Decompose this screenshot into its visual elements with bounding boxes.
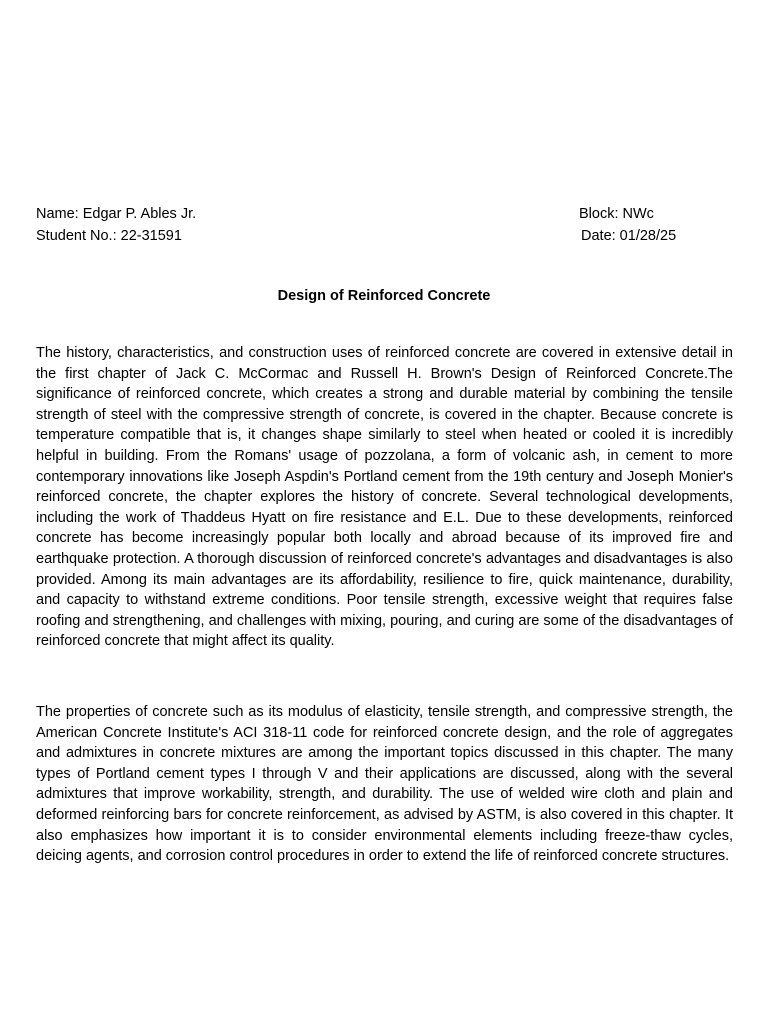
paragraph: The history, characteristics, and construction uses of reinforced concrete are covered in extensive detail in the first chapter of Jack C. McCormac and Russell H. Brown's Design of Reinforced Concrete.The significance of reinforced concrete, which creates a strong and durable material by combining the tensile strength of steel with the compressive strength of concrete, is covered in the chapter. Because concrete is temperature compatible that is, it changes shape similarly to steel when heated or cooled it is incredibly helpful in building. From the Romans' usage of pozzolana, a form of volcanic ash, in cement to more contemporary innovations like Joseph Aspdin's Portland cement from the 19th century and Joseph Monier's reinforced concrete, the chapter explores the history of concrete. Several technological developments, including the work of Thaddeus Hyatt on fire resistance and E.L. Due to these developments, reinforced concrete has become increasingly popular both locally and abroad because of its improved fire and earthquake protection. A thorough discussion of reinforced concrete's advantages and disadvantages is also provided. Among its main advantages are its affordability, resilience to fire, quick maintenance, durability, and capacity to withstand extreme conditions. Poor tensile strength, excessive weight that requires false roofing and strengthening, and challenges with mixing, pouring, and curing are some of the disadvantages of reinforced concrete that might affect its quality. — [36, 345, 733, 650]
student-number: Student No.: 22-31591 — [36, 228, 182, 244]
block-label: Block: NWc — [579, 206, 654, 222]
paragraph: The properties of concrete such as its modulus of elasticity, tensile strength, and compressive strength, the American Concrete Institute's ACI 318-11 code for reinforced concrete design, and the role of aggregates and admixtures in concrete mixtures are among the important topics discussed in this chapter. The many types of Portland cement types I through V and their applications are discussed, along with the several admixtures that improve workability, strength, and durability. The use of welded wire cloth and plain and deformed reinforcing bars for concrete reinforcement, as advised by ASTM, is also covered in this chapter. It also emphasizes how important it is to consider environmental elements including freeze-thaw cycles, deicing agents, and corrosion control procedures in order to extend the life of reinforced concrete structures. — [36, 704, 733, 865]
header-row-2 — [36, 226, 732, 246]
header-row-1 — [36, 204, 732, 224]
document-title: Design of Reinforced Concrete — [277, 288, 491, 304]
date-label: Date: 01/28/25 — [581, 228, 677, 244]
student-name: Name: Edgar P. Ables Jr. — [36, 206, 197, 222]
